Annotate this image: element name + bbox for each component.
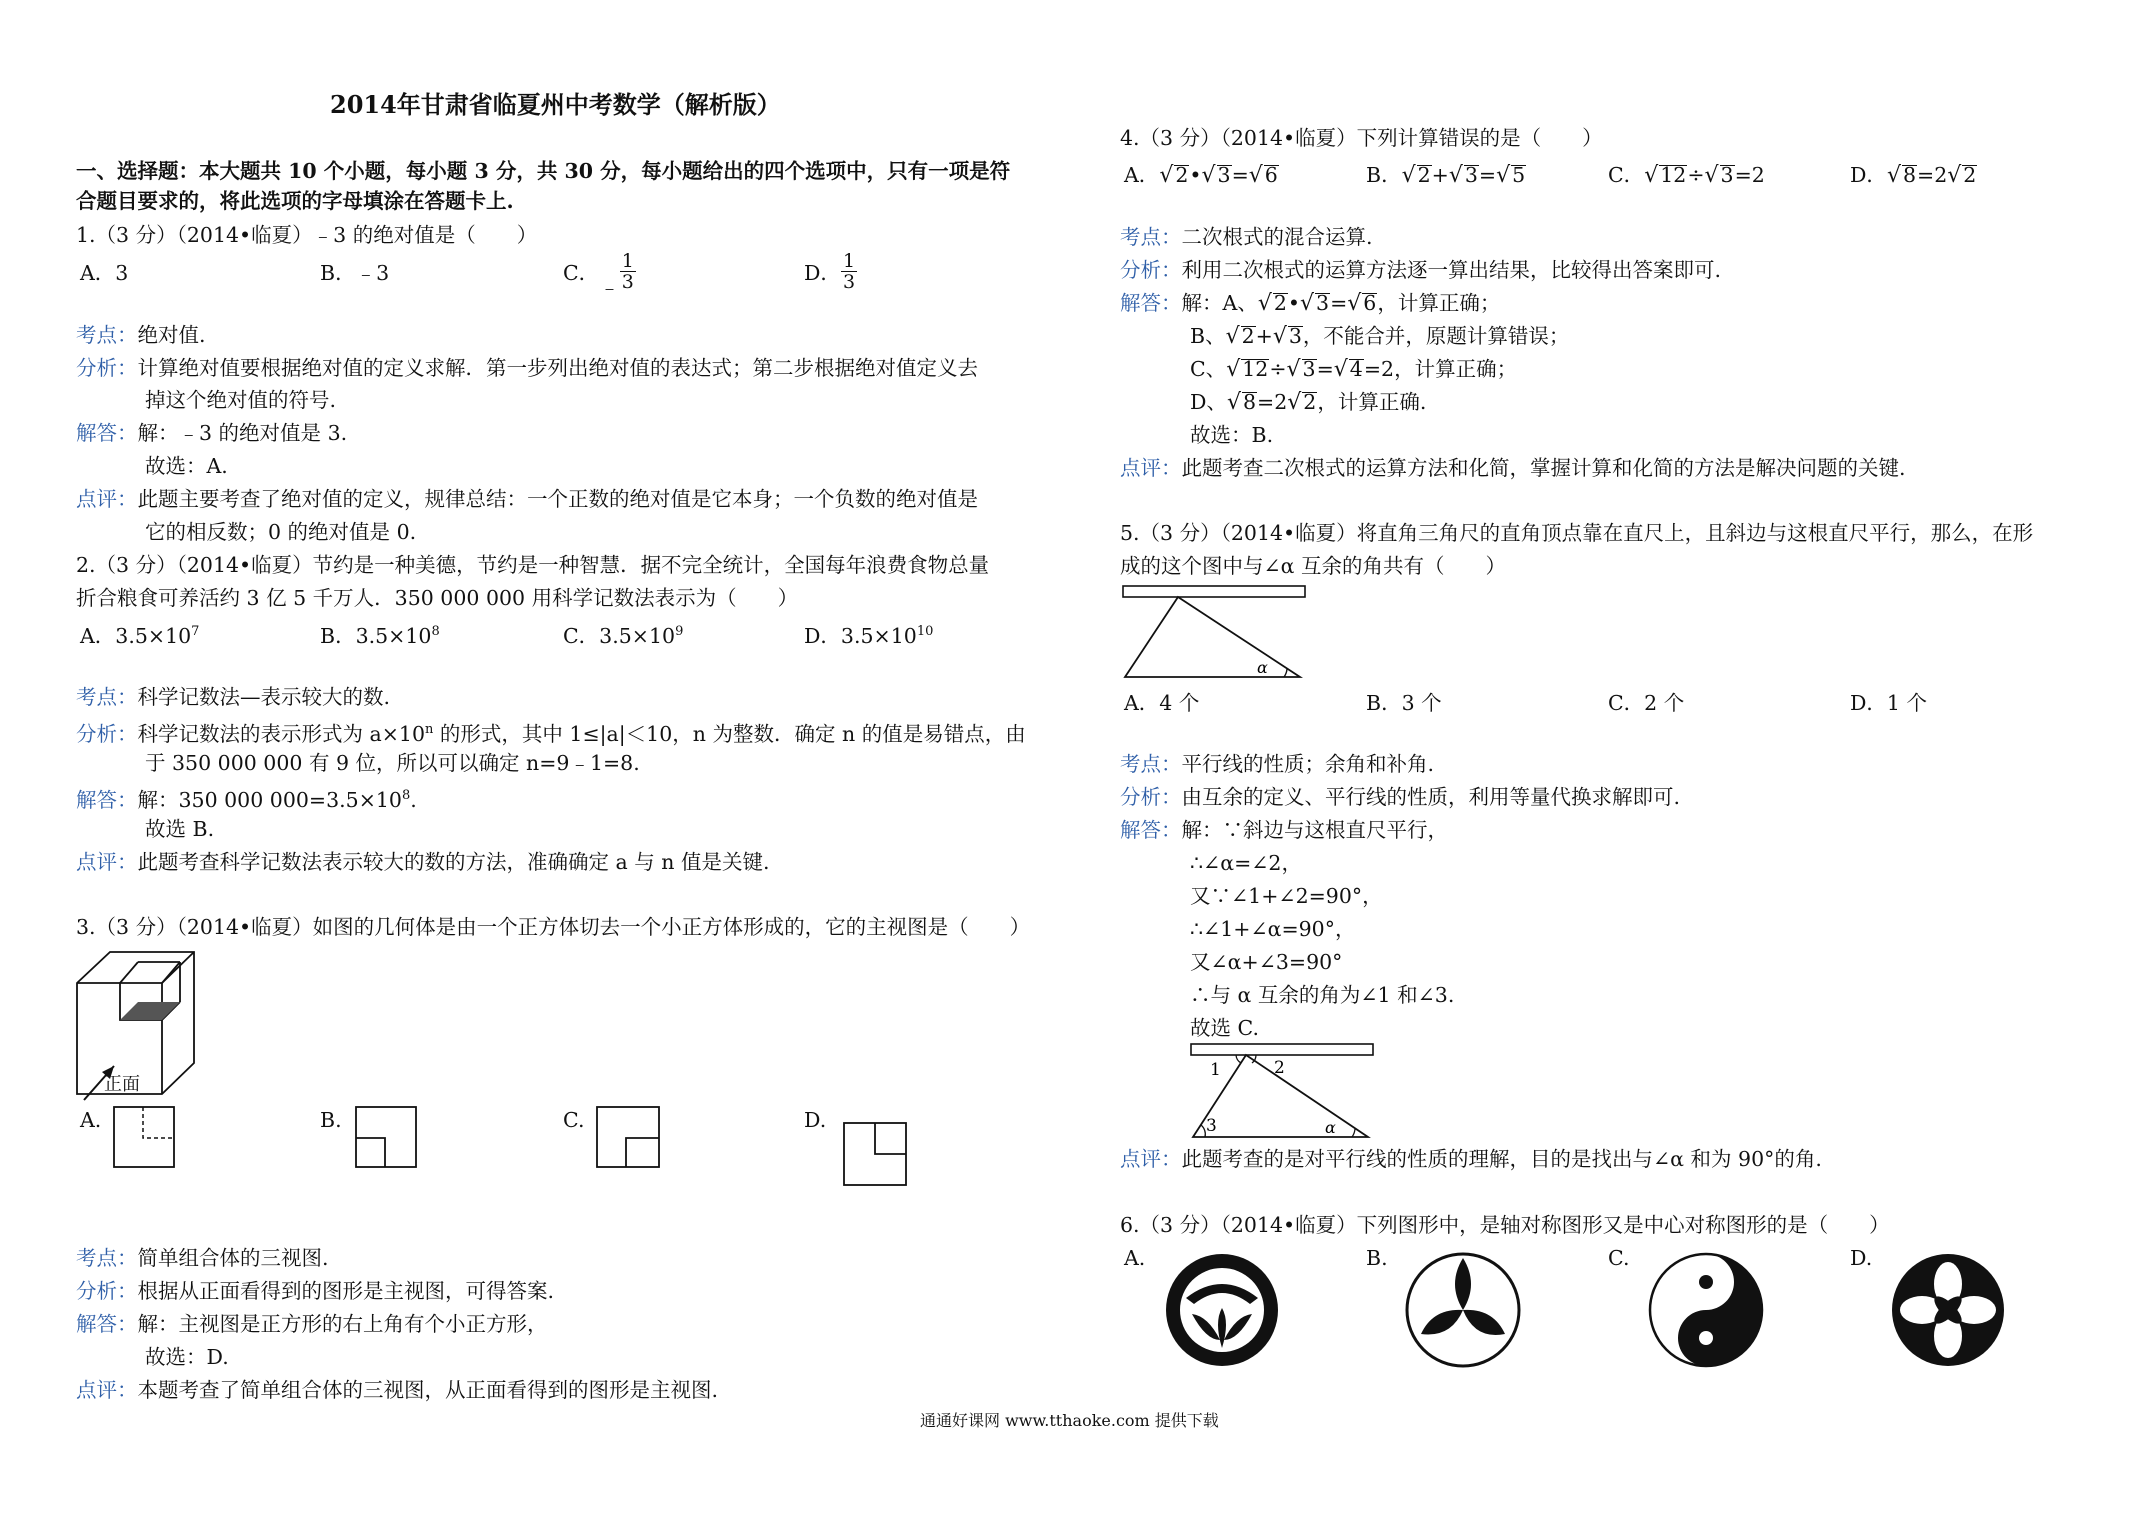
q2-option-d: D．$3.5\times 10^{10}$ — [804, 624, 934, 648]
q2-stem-line1: 2.（3 分）（2014•临夏）节约是一种美德，节约是一种智慧．据不完全统计，全国每年浪费食物总量 — [76, 553, 990, 577]
q5-stem-line2: 成的这个图中与∠α 互余的角共有（ ） — [1120, 554, 1507, 578]
q3-option-b-figure — [355, 1106, 419, 1170]
q5-jieda-step6: ∴与 α 互余的角为∠1 和∠3. — [1190, 983, 1455, 1007]
q2-jieda: 解答：解：350 000 $000=3.5\times 10^8$. — [76, 787, 417, 812]
q4-jieda: 解答：解：A、√2•√3=√6，计算正确； — [1120, 291, 1501, 316]
q2-option-c: C．$3.5\times 10^9$ — [563, 624, 684, 648]
q3-option-c-figure — [596, 1106, 662, 1170]
svg-text:3: 3 — [1206, 1116, 1217, 1136]
svg-text:2: 2 — [1274, 1058, 1285, 1078]
q2-stem-line2: 折合粮食可养活约 3 亿 5 千万人．350 000 000 用科学记数法表示为（ ） — [76, 586, 799, 610]
q3-jieda-answer: 故选：D. — [145, 1345, 229, 1369]
q5-kaodian: 考点：平行线的性质；余角和补角. — [1120, 752, 1435, 776]
q3-option-a-figure — [113, 1106, 177, 1170]
svg-text:1: 1 — [1210, 1060, 1221, 1080]
q6-option-d-label: D. — [1850, 1246, 1873, 1270]
q5-solution-figure — [1190, 1043, 1376, 1141]
section-heading-line2: 合题目要求的，将此选项的字母填涂在答题卡上. — [76, 189, 514, 213]
q3-option-d-label: D. — [804, 1108, 827, 1132]
q4-jieda-c: C、√12÷√3=√4=2，计算正确； — [1190, 357, 1518, 382]
q2-option-b: B．$3.5\times 10^8$ — [320, 624, 440, 648]
q3-option-d-figure — [843, 1122, 909, 1188]
q3-option-b-label: B. — [320, 1108, 342, 1132]
q3-kaodian: 考点：简单组合体的三视图. — [76, 1246, 329, 1270]
q1-jieda: 解答：解：﹣3 的绝对值是 3. — [76, 421, 348, 445]
q1-option-d: D． $\frac{1}{3}$ — [804, 250, 856, 293]
q3-front-label: 正面 — [104, 1074, 140, 1095]
q1-stem: 1.（3 分）（2014•临夏）﹣3 的绝对值是（ ） — [76, 223, 538, 247]
svg-text:α: α — [1325, 1118, 1336, 1137]
q6-option-c-label: C. — [1608, 1246, 1630, 1270]
q6-option-a-label: A. — [1124, 1246, 1146, 1270]
q5-stem-line1: 5.（3 分）（2014•临夏）将直角三角尺的直角顶点靠在直尺上，且斜边与这根直尺平行，那么，在形 — [1120, 521, 2034, 545]
q2-fenxi-cont: 于 350 000 000 有 9 位，所以可以确定 n=9﹣1=8. — [145, 751, 640, 775]
q1-kaodian: 考点：绝对值. — [76, 323, 206, 347]
q5-jieda-step5: 又∠α+∠3=90° — [1190, 950, 1343, 974]
q1-fenxi: 分析：计算绝对值要根据绝对值的定义求解．第一步列出绝对值的表达式；第二步根据绝对值定义去 — [76, 356, 978, 380]
q3-stem: 3.（3 分）（2014•临夏）如图的几何体是由一个正方体切去一个小正方体形成的，它的主视图是（ ） — [76, 915, 1031, 939]
page-footer: 通通好课网 www.tthaoke.com 提供下载 — [920, 1411, 1219, 1430]
q4-option-d: D．√8=2√2 — [1850, 163, 1977, 188]
page-title: 2014年甘肃省临夏州中考数学（解析版） — [330, 90, 781, 119]
q2-fenxi: 分析：科学记数法的表示形式为 $a\times 10^n$ 的形式，其中 1≤|a|＜10，n 为整数．确定 n 的值是易错点，由 — [76, 721, 1026, 746]
svg-text:α: α — [1257, 658, 1268, 677]
q4-stem: 4.（3 分）（2014•临夏）下列计算错误的是（ ） — [1120, 126, 1603, 150]
q4-jieda-d: D、√8=2√2，计算正确. — [1190, 390, 1427, 415]
q4-option-c: C．√12÷√3=2 — [1608, 163, 1765, 188]
q5-jieda-answer: 故选 C. — [1190, 1016, 1259, 1040]
q5-jieda-step2: ∴∠α=∠2， — [1190, 851, 1302, 875]
q4-kaodian: 考点：二次根式的混合运算. — [1120, 225, 1373, 249]
q2-kaodian: 考点：科学记数法—表示较大的数. — [76, 685, 391, 709]
q5-option-a: A．4 个 — [1124, 691, 1200, 715]
q4-fenxi: 分析：利用二次根式的运算方法逐一算出结果，比较得出答案即可. — [1120, 258, 1722, 282]
q4-option-a: A．√2•√3=√6 — [1124, 163, 1278, 188]
q5-fenxi: 分析：由互余的定义、平行线的性质，利用等量代换求解即可. — [1120, 785, 1681, 809]
q3-dianping: 点评：本题考查了简单组合体的三视图，从正面看得到的图形是主视图. — [76, 1378, 719, 1402]
q5-jieda-step4: ∴∠1+∠α=90°， — [1190, 917, 1356, 941]
q1-dianping-cont: 它的相反数；0 的绝对值是 0. — [145, 520, 417, 544]
q1-option-c: C．﹣ $\frac{1}{3}$ — [563, 250, 634, 299]
q5-option-b: B．3 个 — [1366, 691, 1442, 715]
q1-jieda-answer: 故选：A. — [145, 454, 228, 478]
q4-option-b: B．√2+√3=√5 — [1366, 163, 1526, 188]
q3-jieda: 解答：解：主视图是正方形的右上角有个小正方形， — [76, 1312, 548, 1336]
q2-option-a: A．$3.5\times 10^7$ — [80, 624, 200, 648]
q4-jieda-answer: 故选：B. — [1190, 423, 1274, 447]
q4-dianping: 点评：此题考查二次根式的运算方法和化简，掌握计算和化简的方法是解决问题的关键. — [1120, 456, 1906, 480]
q6-option-d-figure — [1888, 1250, 2008, 1370]
q1-option-b: B．﹣3 — [320, 261, 390, 285]
q6-stem: 6.（3 分）（2014•临夏）下列图形中，是轴对称图形又是中心对称图形的是（ ） — [1120, 1213, 1890, 1237]
q1-fenxi-cont: 掉这个绝对值的符号. — [145, 388, 337, 412]
section-heading-line1: 一、选择题：本大题共 10 个小题，每小题 3 分，共 30 分，每小题给出的四个选项中，只有一项是符 — [76, 159, 1011, 183]
q6-option-c-figure — [1646, 1250, 1766, 1370]
q1-dianping: 点评：此题主要考查了绝对值的定义，规律总结：一个正数的绝对值是它本身；一个负数的绝对值是 — [76, 487, 978, 511]
q5-jieda: 解答：解：∵斜边与这根直尺平行， — [1120, 818, 1448, 842]
q6-option-a-figure — [1162, 1250, 1282, 1370]
q3-option-c-label: C. — [563, 1108, 585, 1132]
q5-jieda-step3: 又∵∠1+∠2=90°， — [1190, 884, 1383, 908]
q6-option-b-figure — [1403, 1250, 1523, 1370]
q5-ruler-triangle-figure — [1122, 585, 1308, 681]
q3-option-a-label: A. — [80, 1108, 102, 1132]
q5-dianping: 点评：此题考查的是对平行线的性质的理解，目的是找出与∠α 和为 90°的角. — [1120, 1147, 1822, 1171]
q6-option-b-label: B. — [1366, 1246, 1388, 1270]
q2-dianping: 点评：此题考查科学记数法表示较大的数的方法，准确确定 a 与 n 值是关键. — [76, 850, 770, 874]
q2-jieda-answer: 故选 B. — [145, 817, 215, 841]
q4-jieda-b: B、√2+√3，不能合并，原题计算错误； — [1190, 324, 1570, 349]
q5-option-c: C．2 个 — [1608, 691, 1685, 715]
q5-option-d: D．1 个 — [1850, 691, 1927, 715]
q3-fenxi: 分析：根据从正面看得到的图形是主视图，可得答案. — [76, 1279, 555, 1303]
q1-option-a: A．3 — [80, 261, 129, 285]
